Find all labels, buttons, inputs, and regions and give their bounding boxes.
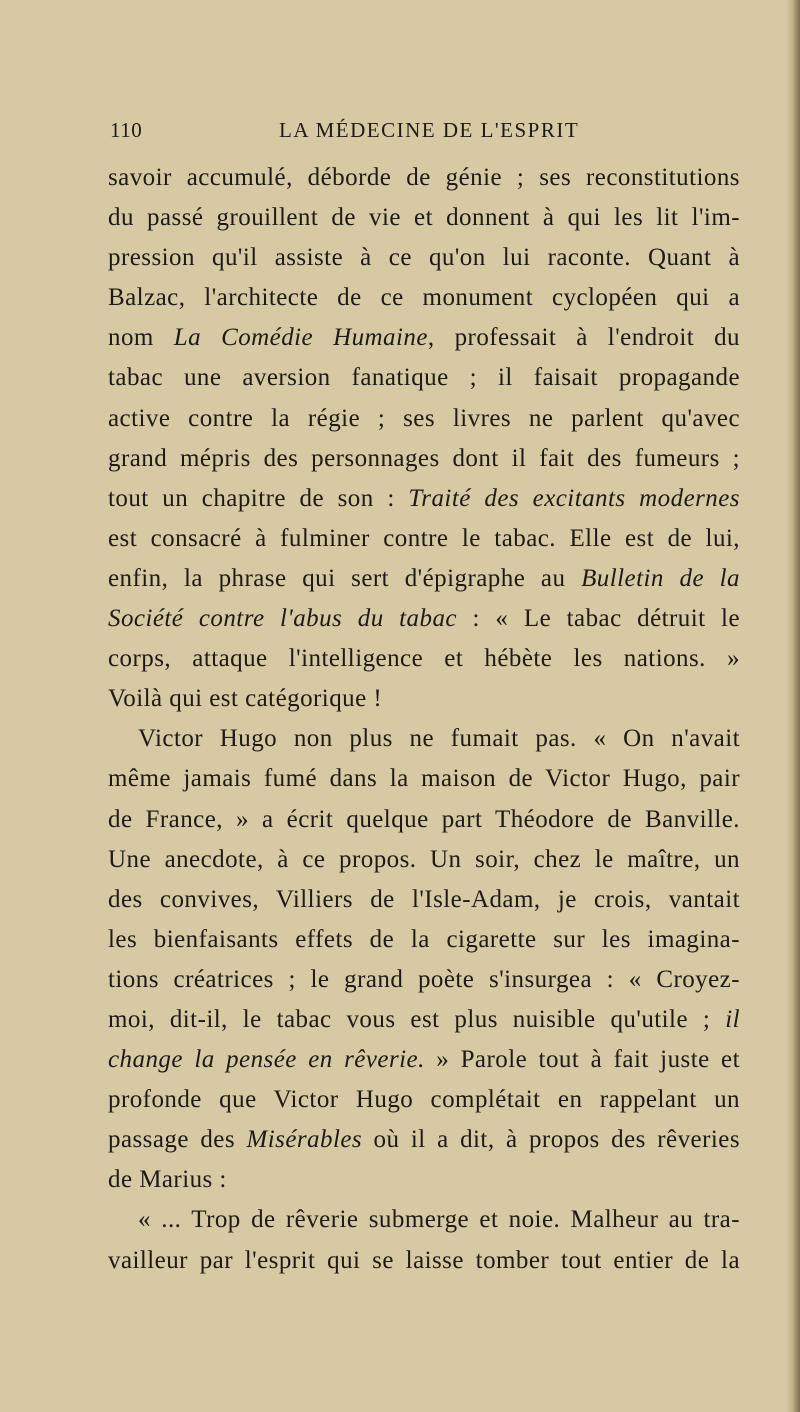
text-segment: des convives, Villiers de l'Isle-Adam, je crois, vantait bbox=[108, 885, 740, 913]
text-segment: du passé grouillent de vie et donnent à qui les lit l'im- bbox=[108, 204, 740, 232]
text-segment: corps, attaque l'intelligence et hébète les nations. » bbox=[108, 645, 740, 673]
text-segment: , professait à l'endroit du bbox=[427, 324, 741, 352]
text-line bbox=[108, 599, 740, 639]
text-line bbox=[108, 880, 740, 920]
text-line bbox=[108, 1040, 740, 1080]
text-line bbox=[108, 1000, 740, 1040]
text-line bbox=[108, 358, 740, 398]
text-line bbox=[108, 198, 740, 238]
text-line bbox=[108, 1241, 740, 1281]
italic-text: change la pensée en rêverie. bbox=[108, 1046, 425, 1074]
text-segment: profonde que Victor Hugo complétait en rappelant un bbox=[108, 1086, 740, 1114]
text-segment: les bienfaisants effets de la cigarette sur les imagina- bbox=[108, 925, 740, 953]
text-segment: Balzac, l'architecte de ce monument cyclopéen qui a bbox=[108, 284, 740, 312]
text-segment: : « Le tabac détruit le bbox=[456, 605, 740, 633]
text-segment: vailleur par l'esprit qui se laisse tomber tout entier de la bbox=[108, 1246, 740, 1274]
text-line bbox=[108, 238, 740, 278]
text-line bbox=[108, 439, 740, 479]
text-segment: Voilà qui est catégorique ! bbox=[108, 685, 383, 713]
text-segment: active contre la régie ; ses livres ne parlent qu'avec bbox=[108, 404, 740, 432]
text-segment: pression qu'il assiste à ce qu'on lui raconte. Quant à bbox=[108, 244, 740, 272]
text-segment: « ... Trop de rêverie submerge et noie. Malheur au tra- bbox=[138, 1206, 740, 1234]
text-line bbox=[108, 1160, 740, 1200]
text-segment: enfin, la phrase qui sert d'épigraphe au bbox=[108, 564, 582, 592]
text-segment: » Parole tout à fait juste et bbox=[424, 1046, 740, 1074]
text-segment: grand mépris des personnages dont il fait des fumeurs ; bbox=[108, 444, 740, 472]
text-segment: savoir accumulé, déborde de génie ; ses reconstitutions bbox=[108, 164, 740, 191]
text-line bbox=[108, 158, 740, 198]
text-segment: est consacré à fulminer contre le tabac. Elle est de lui, bbox=[108, 524, 740, 552]
text-line bbox=[108, 639, 740, 679]
text-segment: de France, » a écrit quelque part Théodore de Banville. bbox=[108, 805, 740, 833]
italic-text: Bulletin de la bbox=[581, 564, 741, 592]
text-line bbox=[108, 1120, 740, 1160]
italic-text: Traité des excitants modernes bbox=[408, 484, 740, 512]
italic-text: il bbox=[725, 1005, 740, 1033]
text-line bbox=[108, 759, 740, 799]
text-line bbox=[108, 679, 740, 719]
text-line bbox=[108, 800, 740, 840]
italic-text: Société contre l'abus du tabac bbox=[108, 605, 457, 633]
text-line bbox=[108, 399, 740, 439]
text-segment: tout un chapitre de son : bbox=[108, 484, 409, 512]
text-segment: nom bbox=[108, 324, 174, 352]
text-line bbox=[108, 479, 740, 519]
text-line bbox=[108, 278, 740, 318]
text-line bbox=[108, 1080, 740, 1120]
text-segment: même jamais fumé dans la maison de Victor Hugo, pair bbox=[108, 765, 740, 793]
body-text bbox=[108, 158, 740, 1281]
text-line bbox=[108, 960, 740, 1000]
text-line bbox=[108, 840, 740, 880]
page-edge bbox=[786, 0, 800, 1412]
text-line bbox=[108, 559, 740, 599]
running-head: LA MÉDECINE DE L'ESPRIT bbox=[279, 118, 580, 142]
text-segment: où il a dit, à propos des rêveries bbox=[362, 1126, 740, 1154]
text-segment: moi, dit-il, le tabac vous est plus nuisible qu'utile ; bbox=[108, 1005, 726, 1033]
page-number: 110 bbox=[110, 118, 143, 142]
text-line bbox=[108, 519, 740, 559]
page-header bbox=[110, 118, 740, 144]
text-line bbox=[108, 1200, 740, 1240]
text-segment: Une anecdote, à ce propos. Un soir, chez le maître, un bbox=[108, 845, 740, 873]
text-line bbox=[108, 920, 740, 960]
text-line bbox=[108, 318, 740, 358]
text-line bbox=[108, 719, 740, 759]
text-segment: passage des bbox=[108, 1126, 247, 1154]
text-segment: Victor Hugo non plus ne fumait pas. « On n'avait bbox=[138, 725, 740, 753]
italic-text: La Comédie Humaine bbox=[173, 324, 428, 352]
italic-text: Misérables bbox=[246, 1126, 363, 1154]
text-segment: tions créatrices ; le grand poète s'insurgea : « Croyez- bbox=[108, 965, 740, 993]
text-segment: de Marius : bbox=[108, 1166, 227, 1194]
text-segment: tabac une aversion fanatique ; il faisait propagande bbox=[108, 364, 740, 392]
